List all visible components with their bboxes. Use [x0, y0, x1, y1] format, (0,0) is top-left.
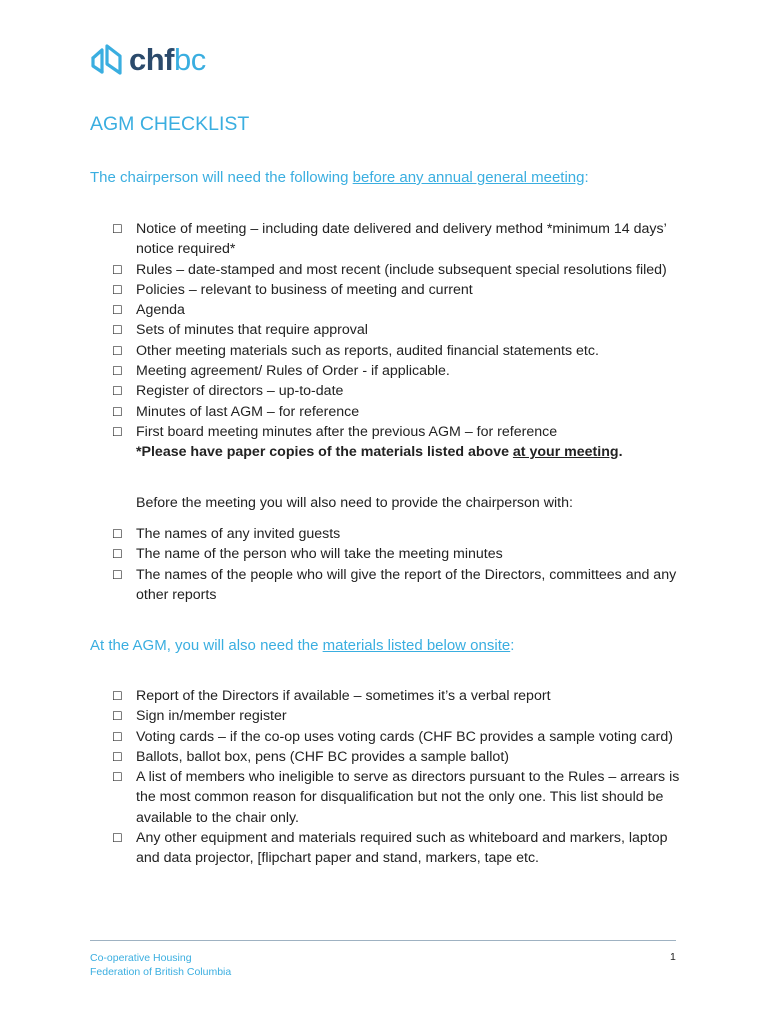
checkbox-icon[interactable]: ☐ [112, 343, 123, 358]
checkbox-icon[interactable]: ☐ [112, 831, 123, 846]
checkbox-icon[interactable]: ☐ [112, 689, 123, 703]
checkbox-icon[interactable]: ☐ [112, 282, 123, 297]
checkbox-icon[interactable]: ☐ [112, 384, 123, 399]
list-item: ☐ Report of the Directors if available – sometimes it’s a verbal report [112, 686, 682, 706]
list-item: ☐ Sign in/member register [112, 706, 682, 726]
checkbox-icon[interactable]: ☐ [112, 303, 123, 318]
list-item: ☐ Any other equipment and materials required such as whiteboard and markers, laptop and data projector, [flipchart paper and stand, markers, tape etc. [112, 828, 682, 869]
section2-lead: At the AGM, you will also need the materials listed below onsite: [90, 637, 515, 654]
chairperson-info-checklist [112, 524, 682, 605]
list-item: ☐ Meeting agreement/ Rules of Order - if applicable. [112, 361, 682, 381]
checkbox-icon[interactable]: ☐ [112, 262, 123, 277]
checkbox-icon[interactable]: ☐ [112, 749, 123, 764]
list-item: ☐ The names of the people who will give the report of the Directors, committees and any other reports [112, 565, 682, 606]
checkbox-icon[interactable]: ☐ [112, 222, 123, 236]
list-item: ☐ Other meeting materials such as reports, audited financial statements etc. [112, 341, 682, 361]
chfbc-logo [90, 42, 206, 76]
list-item: ☐ Agenda [112, 300, 682, 320]
checkbox-icon[interactable]: ☐ [112, 323, 123, 338]
section1-lead: The chairperson will need the following before any annual general meeting: [90, 169, 589, 186]
checkbox-icon[interactable]: ☐ [112, 364, 123, 379]
page-number: 1 [670, 951, 676, 963]
checkbox-icon[interactable]: ☐ [112, 404, 123, 419]
list-item: ☐ Notice of meeting – including date delivered and delivery method *minimum 14 days’ notice required* [112, 219, 682, 260]
checkbox-icon[interactable]: ☐ [112, 729, 123, 744]
checkbox-icon[interactable]: ☐ [112, 424, 123, 439]
list-item: ☐ First board meeting minutes after the previous AGM – for reference [112, 422, 682, 442]
checkbox-icon[interactable]: ☐ [112, 527, 123, 541]
list-item: ☐ A list of members who ineligible to serve as directors pursuant to the Rules – arrears is the most common reason for disqualification but not the only one. This list should be available to the chair only. [112, 767, 682, 828]
list-item: ☐ Register of directors – up-to-date [112, 381, 682, 401]
list-item: ☐ Policies – relevant to business of meeting and current [112, 280, 682, 300]
list-item: ☐ Ballots, ballot box, pens (CHF BC provides a sample ballot) [112, 747, 682, 767]
logo-wordmark [129, 41, 206, 77]
footer-divider [90, 940, 676, 941]
checkbox-icon[interactable]: ☐ [112, 709, 123, 724]
list-item: ☐ The names of any invited guests [112, 524, 682, 544]
list-item: ☐ Voting cards – if the co-op uses voting cards (CHF BC provides a sample voting card) [112, 727, 682, 747]
list-item: ☐ Minutes of last AGM – for reference [112, 402, 682, 422]
list-item: ☐ Rules – date-stamped and most recent (include subsequent special resolutions filed) [112, 260, 682, 280]
logo-chf-text: chf [129, 41, 174, 77]
section1-lead-link: before any annual general meeting [352, 169, 585, 186]
paper-copies-note: *Please have paper copies of the materials listed above at your meeting. [136, 444, 623, 461]
footer-organization: Co-operative Housing Federation of British Columbia [90, 952, 232, 978]
house-logo-icon [90, 42, 126, 76]
logo-bc-text: bc [174, 41, 206, 77]
pre-meeting-checklist [112, 219, 682, 463]
section2-lead-link: materials listed below onsite [322, 637, 511, 654]
before-meeting-text: Before the meeting you will also need to provide the chairperson with: [136, 495, 573, 511]
checkbox-icon[interactable]: ☐ [112, 770, 123, 785]
checkbox-icon[interactable]: ☐ [112, 567, 123, 582]
checkbox-icon[interactable]: ☐ [112, 547, 123, 562]
list-item: ☐ The name of the person who will take the meeting minutes [112, 544, 682, 564]
list-item: ☐ Sets of minutes that require approval [112, 320, 682, 340]
onsite-materials-checklist [112, 686, 682, 869]
page-title: AGM CHECKLIST [90, 113, 250, 135]
